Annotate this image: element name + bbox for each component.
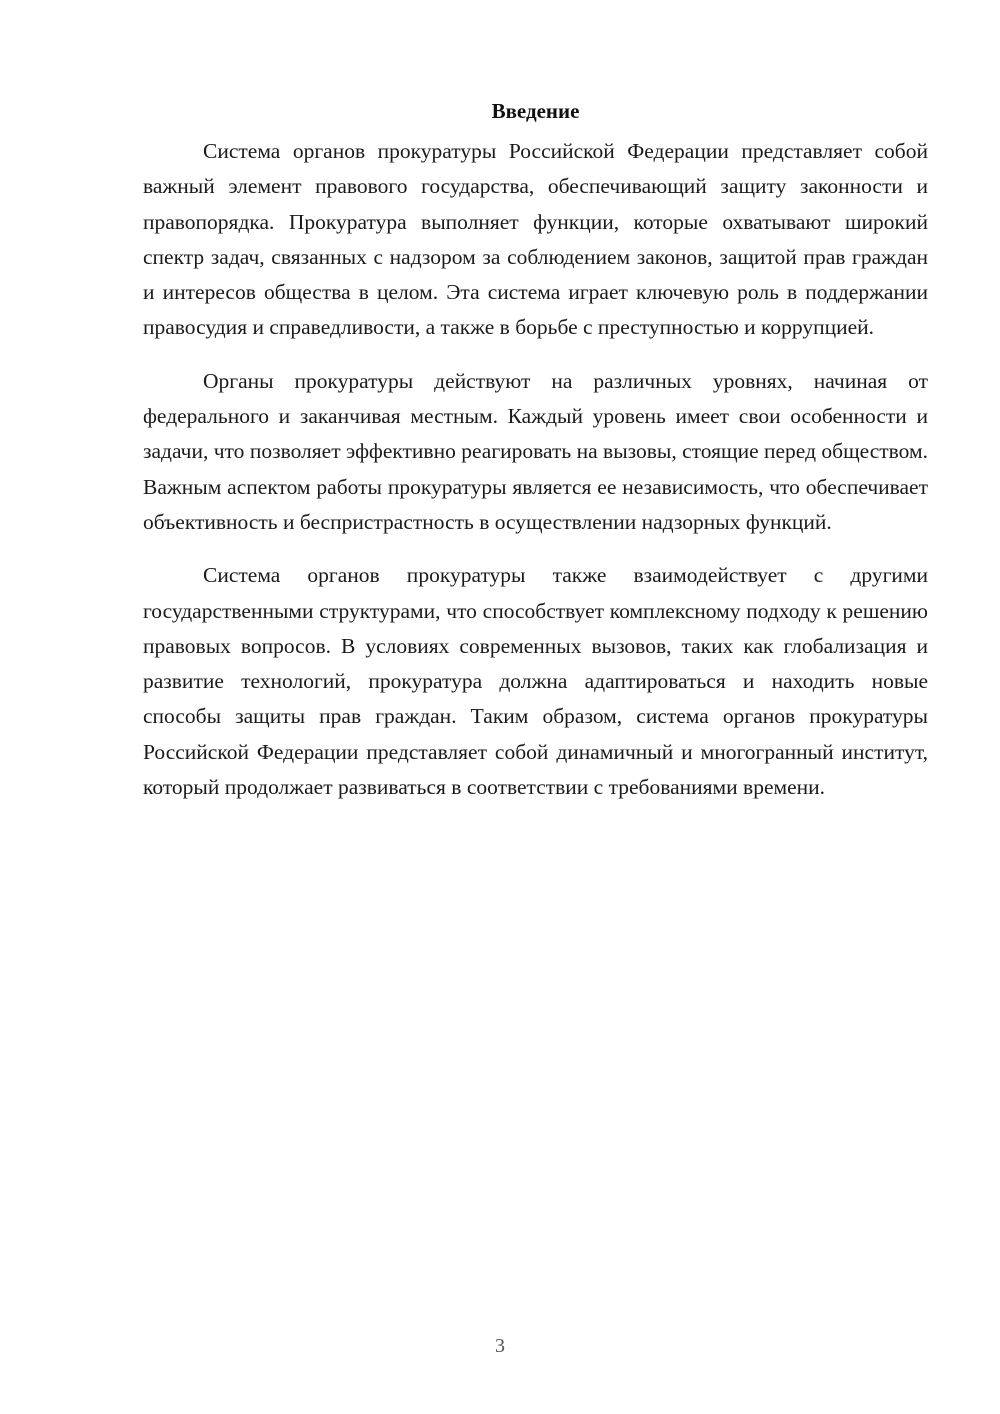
page-number: 3 [495, 1335, 505, 1357]
paragraph-2: Органы прокуратуры действуют на различных уровнях, начиная от федерального и заканчивая местным. Каждый уровень имеет свои особенности и задачи, что позволяет эффективно реагировать на вызовы, стоящие перед обществом. Важным аспектом работы прокуратуры является ее независимость, что обеспечивает объективность и беспристрастность в осуществлении надзорных функций. [143, 368, 928, 534]
paragraph-1: Система органов прокуратуры Российской Федерации представляет собой важный элемент правового государства, обеспечивающий защиту законности и правопорядка. Прокуратура выполняет функции, которые охватывают широкий спектр задач, связанных с надзором за соблюдением законов, защитой прав граждан и интересов общества в целом. Эта система играет ключевую роль в поддержании правосудия и справедливости, а также в борьбе с преступностью и коррупцией. [143, 139, 928, 340]
document-body [143, 96, 928, 823]
paragraph-3: Система органов прокуратуры также взаимодействует с другими государственными структурами, что способствует комплексному подходу к решению правовых вопросов. В условиях современных вызовов, таких как глобализация и развитие технологий, прокуратура должна адаптироваться и находить новые способы защиты прав граждан. Таким образом, система органов прокуратуры Российской Федерации представляет собой динамичный и многогранный институт, который продолжает развиваться в соответствии с требованиями времени. [143, 563, 928, 800]
section-title: Введение [491, 99, 580, 123]
